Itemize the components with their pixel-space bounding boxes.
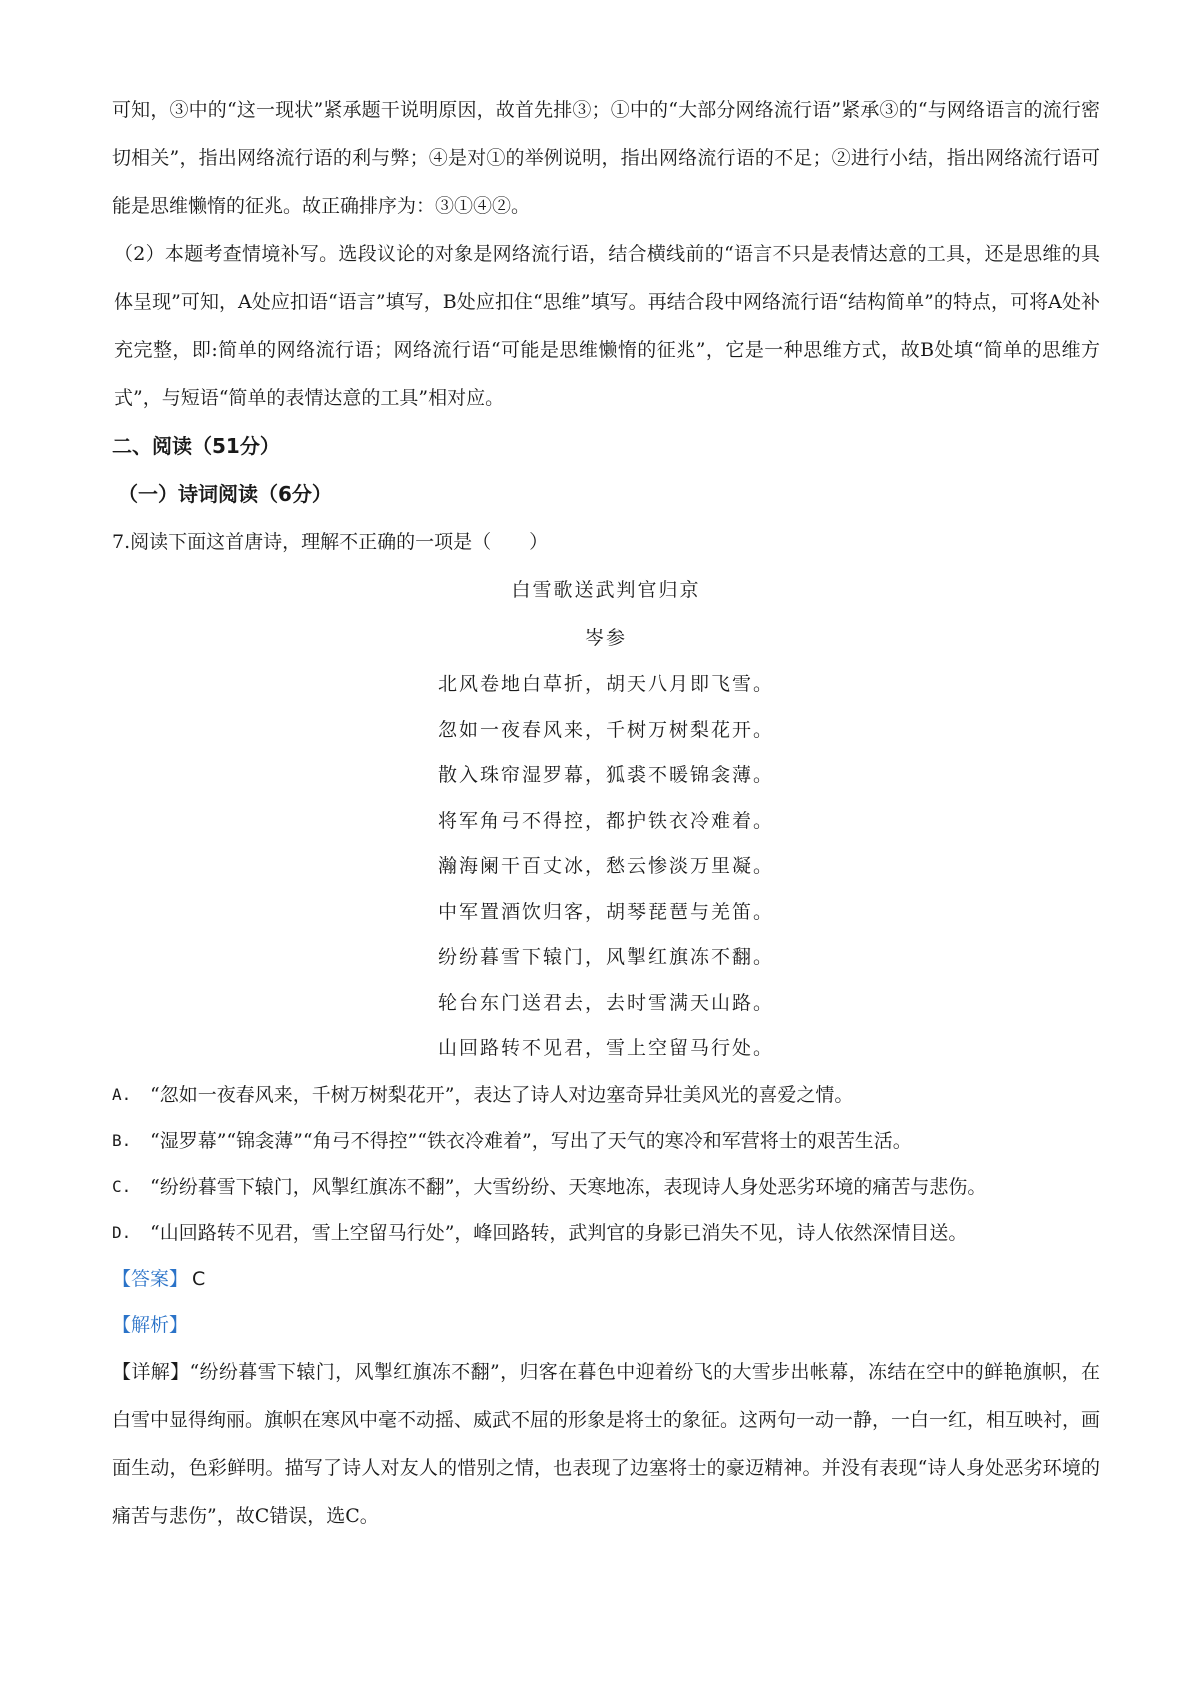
poem-line: 忽如一夜春风来，千树万树梨花开。 (437, 718, 774, 741)
option-b (112, 1118, 1100, 1164)
document-page (112, 86, 1100, 1540)
analysis-line (112, 1302, 1100, 1348)
intro-paragraph-1: 可知，③中的“这一现状”紧承题干说明原因，故首先排③；①中的“大部分网络流行语”紧承③的“与网络语言的流行密切相关”，指出网络流行语的利与弊；④是对①的举例说明，指出网络流行语的不足；②进行小结，指出网络流行语可能是思维懒惰的征兆。故正确排序为：③①④②。 (112, 99, 1100, 217)
poem-line: 瀚海阑干百丈冰，愁云惨淡万里凝。 (437, 855, 774, 877)
poem-line: 中军置酒饮归客，胡琴琵琶与羌笛。 (437, 900, 774, 923)
subsection-heading: （一）诗词阅读（6分） (118, 482, 332, 506)
option-text: “忽如一夜春风来，千树万树梨花开”，表达了诗人对边塞奇异壮美风光的喜爱之情。 (150, 1083, 854, 1106)
option-letter: B. (112, 1130, 132, 1150)
option-text: “山回路转不见君，雪上空留马行处”，峰回路转，武判官的身影已消失不见，诗人依然深情目送。 (150, 1221, 968, 1244)
poem-line: 北风卷地白草折，胡天八月即飞雪。 (437, 673, 774, 695)
option-letter: D. (112, 1222, 132, 1242)
analysis-tag: 【解析】 (112, 1313, 189, 1336)
option-a (112, 1072, 1100, 1118)
answer-value: C (192, 1267, 206, 1290)
poem-line: 山回路转不见君，雪上空留马行处。 (437, 1037, 774, 1059)
answer-line (112, 1256, 1100, 1302)
intro-paragraph-2: （2）本题考查情境补写。选段议论的对象是网络流行语，结合横线前的“语言不只是表情达意的工具，还是思维的具体呈现”可知，A处应扣语“语言”填写，B处应扣住“思维”填写。再结合段中网络流行语“结构简单”的特点，可将A处补充完整，即:简单的网络流行语；网络流行语“可能是思维懒惰的征兆”，它是一种思维方式，故B处填“简单的思维方式”，与短语“简单的表情达意的工具”相对应。 (114, 243, 1100, 409)
option-c (112, 1164, 1100, 1210)
section-heading: 二、阅读（51分） (112, 434, 280, 458)
poem-line: 将军角弓不得控，都护铁衣冷难着。 (437, 809, 774, 832)
poem-line: 散入珠帘湿罗幕，狐裘不暖锦衾薄。 (437, 764, 774, 786)
detail-text: “纷纷暮雪下辕门，风掣红旗冻不翻”，归客在暮色中迎着纷飞的大雪步出帐幕，冻结在空中的鲜艳旗帜，在白雪中显得绚丽。旗帜在寒风中毫不动摇、威武不屈的形象是将士的象征。这两句一动一静，一白一红，相互映衬，画面生动，色彩鲜明。描写了诗人对友人的惜别之情，也表现了边塞将士的豪迈精神。并没有表现“诗人身处恶劣环境的痛苦与悲伤”，故C错误，选C。 (112, 1360, 1101, 1527)
option-letter: C. (112, 1176, 132, 1196)
poem-title: 白雪歌送武判官归京 (511, 579, 701, 601)
detail-paragraph (112, 1348, 1100, 1540)
poem (112, 566, 1100, 1072)
answer-options (112, 1072, 1100, 1256)
poem-line: 轮台东门送君去，去时雪满天山路。 (437, 991, 774, 1014)
detail-tag: 【详解】 (112, 1360, 190, 1383)
option-text: “湿罗幕”“锦衾薄”“角弓不得控”“铁衣冷难着”，写出了天气的寒冷和军营将士的艰苦生活。 (150, 1129, 912, 1152)
poem-author: 岑参 (584, 627, 627, 649)
option-d (112, 1210, 1100, 1256)
question-stem: 7.阅读下面这首唐诗，理解不正确的一项是（ ） (112, 531, 549, 553)
option-letter: A. (112, 1084, 132, 1104)
option-text: “纷纷暮雪下辕门，风掣红旗冻不翻”，大雪纷纷、天寒地冻，表现诗人身处恶劣环境的痛苦与悲伤。 (150, 1175, 987, 1198)
answer-tag: 【答案】 (112, 1267, 189, 1290)
poem-line: 纷纷暮雪下辕门，风掣红旗冻不翻。 (437, 946, 774, 968)
